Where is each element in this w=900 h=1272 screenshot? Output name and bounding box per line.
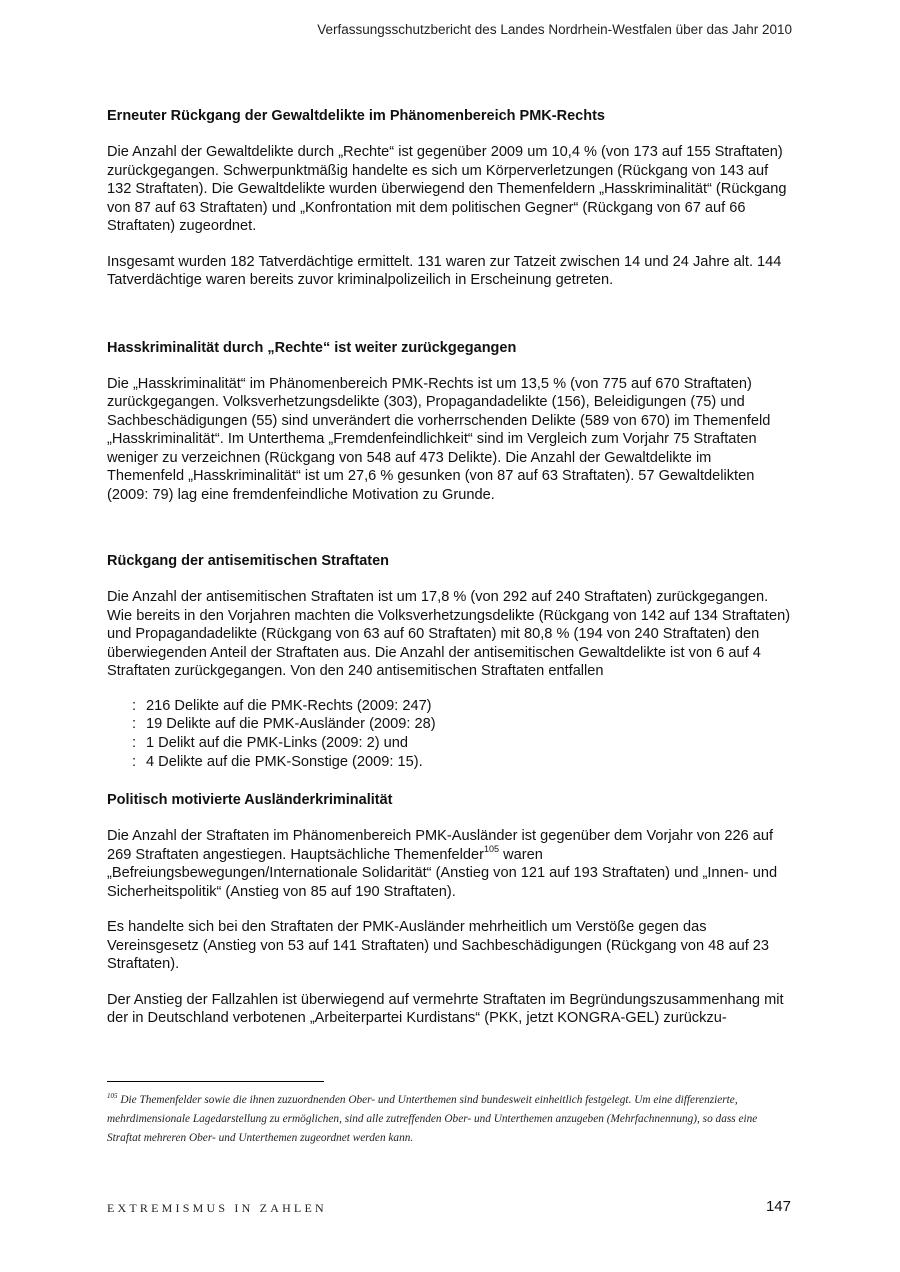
footnote-divider [107,1081,324,1082]
delikte-list [107,697,791,772]
section-heading: Rückgang der antisemitischen Straftaten [107,553,390,569]
list-item: : 216 Delikte auf die PMK-Rechts (2009: 247) [132,697,432,714]
paragraph: Es handelte sich bei den Straftaten der PMK-Ausländer mehrheitlich um Verstöße gegen das Vereinsgesetz (Anstieg von 53 auf 141 Straftaten) und Sachbeschädigungen (Rückgang von 48 auf 23 Straftaten). [107,919,770,973]
section-gewaltdelikte [107,107,791,290]
list-bullet: : [132,716,137,733]
section-antisemitische-straftaten [107,552,791,771]
running-header: Verfassungsschutzbericht des Landes Nordrhein-Westfalen über das Jahr 2010 [317,22,792,37]
footnote-number: 105 [107,1092,118,1100]
paragraph: Die Anzahl der Straftaten im Phänomenbereich PMK-Ausländer ist gegenüber dem Vorjahr von 226 auf 269 Straftaten angestiegen. Hauptsächliche Themenfelder$^{105}$ waren „Befreiungsbewegungen/Internationale Solidarität“ (Anstieg von 121 auf 193 Straftaten) und „Innen- und Sicherheitspolitik“ (Anstieg von 85 auf 190 Straftaten). [107,828,778,900]
section-auslaenderkriminalitaet [107,791,791,1028]
section-heading: Hasskriminalität durch „Rechte“ ist weiter zurückgegangen [107,339,517,356]
paragraph: Die „Hasskriminalität“ im Phänomenbereich PMK-Rechts ist um 13,5 % (von 775 auf 670 Straftaten) zurückgegangen. Volksverhetzungsdelikte (303), Propagandadelikte (156), Beleidigungen (75) und Sachbeschädigungen (55) sind unverändert die vorherrschenden Delikte (589 von 670) im Themenfeld „Hasskriminalität“. Im Unterthema „Fremdenfeindlichkeit“ sind im Vergleich zum Vorjahr 75 Straftaten weniger zu verzeichnen (Rückgang von 548 auf 473 Delikte). Die Anzahl der Gewaltdelikte im Themenfeld „Hasskriminalität“ ist um 27,6 % gesunken (von 87 auf 63 Straftaten). 57 Gewaltdelikten (2009: 79) lag eine fremdenfeindliche Motivation zu Grunde. [107,375,771,503]
footer-section-label: EXTREMISMUS IN ZAHLEN [107,1201,327,1215]
list-bullet: : [132,697,137,714]
list-item: : 4 Delikte auf die PMK-Sonstige (2009: 15). [132,753,423,770]
section-heading: Politisch motivierte Ausländerkriminalität [107,792,393,809]
footnote-reference[interactable]: 105 [484,843,500,854]
list-item: : 1 Delikt auf die PMK-Links (2009: 2) und [132,734,409,751]
paragraph: Der Anstieg der Fallzahlen ist überwiegend auf vermehrte Straftaten im Begründungszusammenhang mit der in Deutschland verbotenen „Arbeiterpartei Kurdistans“ (PKK, jetzt KONGRA-GEL) zurückzu- [107,991,784,1027]
footnote-text: Die Themenfelder sowie die ihnen zuzuordnenden Ober- und Unterthemen sind bundesweit einheitlich festgelegt. Um eine differenzierte, mehrdimensionale Lagedarstellung zu ermöglichen, sind alle zutreffenden Ober- und Unterthemen anzugeben (Mehrfachnennung), so dass eine Straftat mehreren Ober- und Unterthemen zugeordnet werden kann. [107,1094,758,1144]
section-heading: Erneuter Rückgang der Gewaltdelikte im Phänomenbereich PMK-Rechts [107,108,605,124]
list-item: : 19 Delikte auf die PMK-Ausländer (2009: 28) [132,716,436,733]
paragraph: Die Anzahl der antisemitischen Straftaten ist um 17,8 % (von 292 auf 240 Straftaten) zurückgegangen. Wie bereits in den Vorjahren machten die Volksverhetzungsdelikte (Rückgang von 142 auf 134 Straftaten) und Propagandadelikte (Rückgang von 63 auf 60 Straftaten) mit 80,8 % (194 von 240 Straftaten) den überwiegenden Anteil der Straftaten aus. Die Anzahl der antisemitischen Gewaltdelikte ist von 6 auf 4 Straftaten zurückgegangen. Von den 240 antisemitischen Straftaten entfallen [107,589,791,679]
footnote [107,1091,791,1148]
list-bullet: : [132,734,137,751]
paragraph: Insgesamt wurden 182 Tatverdächtige ermittelt. 131 waren zur Tatzeit zwischen 14 und 24 Jahre alt. 144 Tatverdächtige waren bereits zuvor kriminalpolizeilich in Erscheinung getreten. [107,253,782,288]
list-bullet: : [132,753,137,770]
page-body [107,107,791,1045]
section-hasskriminalitaet [107,339,791,505]
page-number: 147 [765,1198,791,1215]
paragraph: Die Anzahl der Gewaltdelikte durch „Rechte“ ist gegenüber 2009 um 10,4 % (von 173 auf 155 Straftaten) zurückgegangen. Schwerpunktmäßig handelte es sich um Körperverletzungen (Rückgang von 143 auf 132 Straftaten). Die Gewaltdelikte wurden überwiegend den Themenfeldern „Hasskriminalität“ (Rückgang von 87 auf 63 Straftaten) und „Konfrontation mit dem politischen Gegner“ (Rückgang von 67 auf 66 Straftaten) zugeordnet. [107,144,787,234]
